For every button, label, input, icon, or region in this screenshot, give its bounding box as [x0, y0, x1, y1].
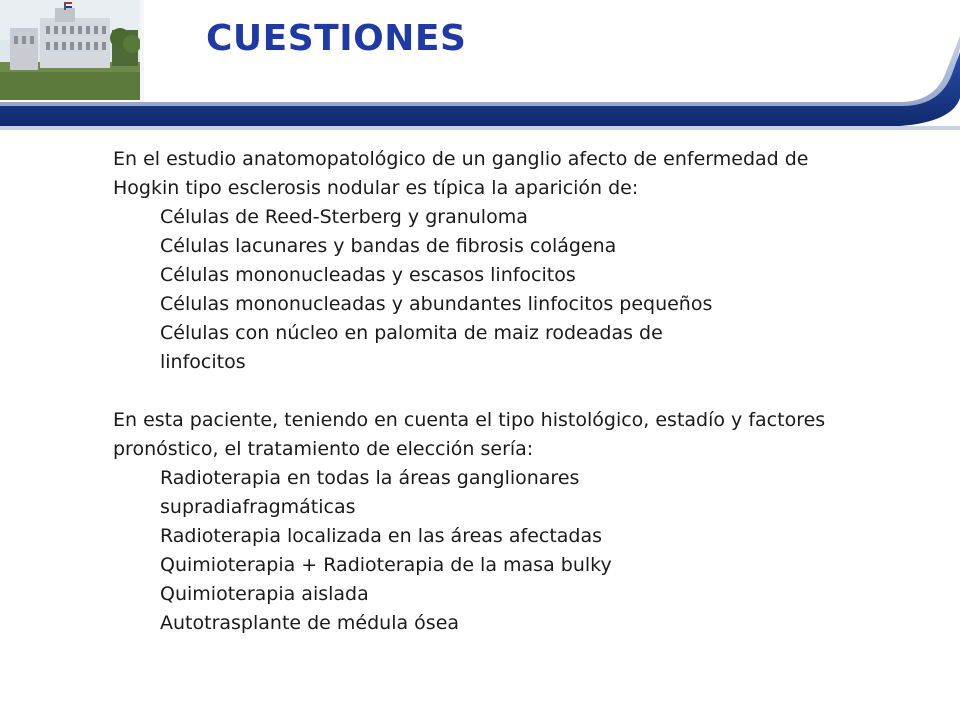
option-item: Quimioterapia + Radioterapia de la masa bulky: [160, 554, 612, 576]
option-item: Células lacunares y bandas de fibrosis colágena: [160, 235, 617, 257]
slide-title: CUESTIONES: [206, 18, 467, 59]
question-1-text: En el estudio anatomopatológico de un ganglio afecto de enfermedad de Hogkin tipo esclerosis nodular es típica la aparición de:: [113, 148, 809, 199]
option-item: Radioterapia localizada en las áreas afectadas: [160, 525, 603, 547]
slide-content: [113, 145, 853, 638]
header-band: [0, 0, 960, 135]
option-item: Células de Reed-Sterberg y granuloma: [160, 206, 528, 228]
option-item: Autotrasplante de médula ósea: [160, 612, 460, 634]
question-2-options: [113, 464, 853, 638]
option-item: Radioterapia en todas la áreas ganglionares supradiafragmáticas: [160, 467, 580, 518]
spacer: [113, 377, 853, 406]
option-item: Células mononucleadas y abundantes linfocitos pequeños: [160, 293, 713, 315]
option-item: Quimioterapia aislada: [160, 583, 369, 605]
option-item: Células con núcleo en palomita de maiz rodeadas de linfocitos: [160, 322, 663, 373]
question-1-options: [113, 203, 853, 377]
question-2-text: En esta paciente, teniendo en cuenta el tipo histológico, estadío y factores pronóstico, el tratamiento de elección sería:: [113, 409, 826, 460]
option-item: Células mononucleadas y escasos linfocitos: [160, 264, 576, 286]
